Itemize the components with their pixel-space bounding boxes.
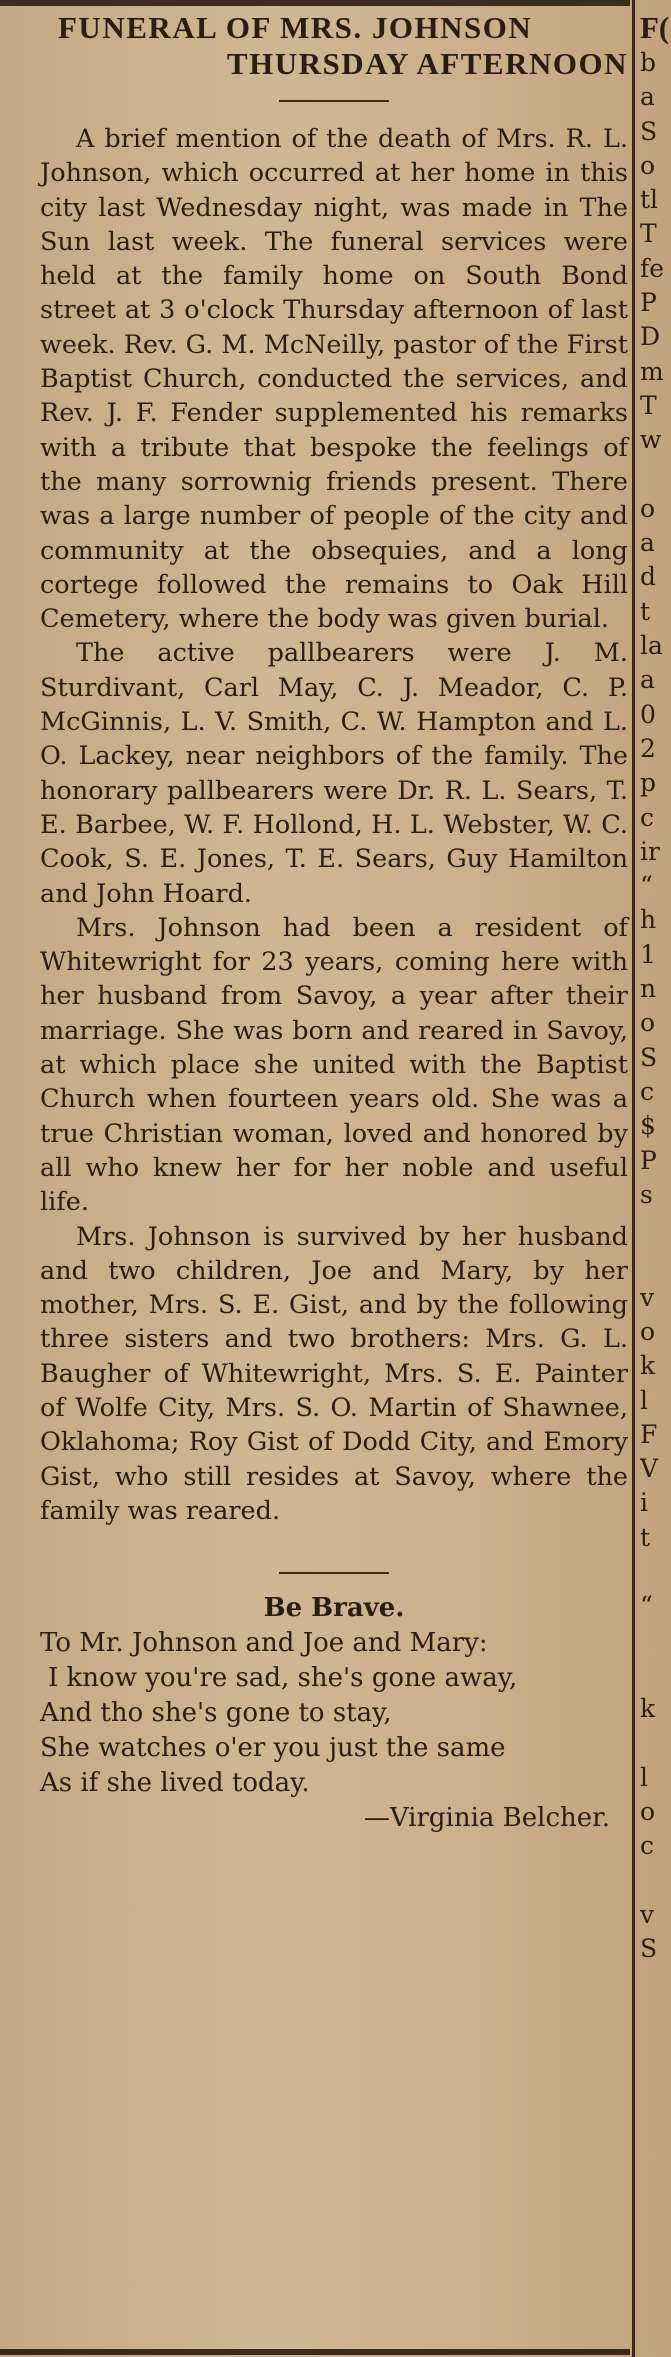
adjacent-fragment: a [640, 528, 655, 558]
adjacent-fragment: c [640, 1076, 655, 1106]
adjacent-fragment: ir [640, 836, 660, 866]
adjacent-fragment [640, 1624, 671, 1658]
adjacent-fragment: w [640, 425, 662, 455]
adjacent-headline-fragment: F( [640, 10, 670, 45]
adjacent-fragment: b [640, 48, 657, 77]
adjacent-fragment: P [640, 288, 657, 318]
adjacent-fragment: v [640, 1900, 655, 1930]
adjacent-fragment: “ [640, 871, 653, 901]
adjacent-fragment: V [640, 1454, 659, 1484]
poem-separator [279, 1572, 389, 1574]
adjacent-fragment: l [640, 1385, 648, 1415]
adjacent-fragment [640, 1864, 671, 1898]
adjacent-fragment: 1 [640, 939, 656, 969]
poem-line: She watches o'er you just the same [40, 1733, 506, 1764]
adjacent-fragment: F [640, 1419, 658, 1449]
adjacent-fragment: a [640, 665, 655, 695]
adjacent-fragment: o [640, 493, 656, 523]
adjacent-fragment: k [640, 1694, 656, 1724]
adjacent-fragment: o [640, 1797, 656, 1827]
adjacent-fragment [640, 1658, 671, 1692]
adjacent-fragment: m [640, 356, 664, 386]
adjacent-fragment: d [640, 562, 657, 592]
adjacent-fragment: h [640, 905, 657, 935]
adjacent-fragment: la [640, 631, 663, 661]
adjacent-fragment [640, 1555, 671, 1589]
adjacent-fragment [640, 1727, 671, 1761]
column-divider-rule [632, 0, 635, 2357]
article-paragraph: Mrs. Johnson is survived by her husband and two children, Joe and Mary, by her mother, Mrs. S. E. Gist, and by the following three sisters and two brothers: Mrs. G. L. Baugher of Whitewright, Mrs. S. E. Painter of Wolfe City, Mrs. S. O. Martin of Shawnee, Oklahoma; Roy Gist of Dodd City, and Emory Gist, who still resides at Savoy, where the family was reared. [40, 1221, 628, 1526]
adjacent-fragment [640, 1246, 671, 1280]
adjacent-fragment: T [640, 219, 657, 249]
article-column [40, 10, 628, 1836]
adjacent-fragment: i [640, 1488, 648, 1518]
adjacent-fragment: s [640, 1179, 653, 1209]
adjacent-fragment: 0 [640, 699, 656, 729]
poem-title: Be Brave. [263, 1593, 405, 1624]
adjacent-fragment: t [640, 1522, 651, 1552]
adjacent-fragment: c [640, 802, 655, 832]
adjacent-fragment: S [640, 1934, 658, 1964]
adjacent-fragment: c [640, 1831, 655, 1861]
adjacent-fragment: l [640, 1762, 648, 1792]
adjacent-fragment: a [640, 82, 655, 112]
poem-line: And tho she's gone to stay, [40, 1698, 392, 1729]
adjacent-fragment: t [640, 596, 651, 626]
poem-line: To Mr. Johnson and Joe and Mary: [40, 1628, 488, 1659]
adjacent-text-fragments [640, 46, 671, 1967]
adjacent-fragment: S [640, 1042, 658, 1072]
adjacent-fragment: o [640, 1008, 656, 1038]
adjacent-fragment: o [640, 150, 656, 180]
adjacent-fragment: $ [640, 1111, 656, 1141]
article-body [40, 122, 628, 1528]
adjacent-fragment: v [640, 1282, 655, 1312]
poem-body [40, 1626, 628, 1836]
top-column-rule [0, 0, 630, 6]
adjacent-fragment: fe [640, 253, 665, 283]
article-paragraph: The active pallbearers were J. M. Sturdivant, Carl May, C. J. Meador, C. P. McGinnis, L. V. Smith, C. W. Hampton and L. O. Lackey, near neighbors of the family. The honorary pallbearers were Dr. R. L. Sears, T. E. Barbee, W. F. Hollond, H. L. Webster, W. C. Cook, S. E. Jones, T. E. Sears, Guy Hamilton and John Hoard. [40, 638, 628, 909]
adjacent-column-fragment [640, 10, 671, 1967]
headline-separator [279, 100, 389, 102]
adjacent-fragment: S [640, 116, 658, 146]
poem-line: I know you're sad, she's gone away, [48, 1663, 518, 1694]
headline-line-1: FUNERAL OF MRS. JOHNSON [58, 10, 533, 45]
article-paragraph: Mrs. Johnson had been a resident of Whitewright for 23 years, coming here with her husband from Savoy, a year after their marriage. She was born and reared in Savoy, at which place she united with the Baptist Church when fourteen years old. She was a true Christian woman, loved and honored by all who knew her for her noble and useful life. [40, 912, 628, 1218]
headline-line-2: THURSDAY AFTERNOON [226, 46, 628, 81]
poem-author: —Virginia Belcher. [363, 1803, 610, 1834]
adjacent-fragment: o [640, 1316, 656, 1346]
adjacent-fragment: p [640, 768, 657, 798]
adjacent-fragment [640, 458, 671, 492]
adjacent-fragment: T [640, 390, 657, 420]
adjacent-fragment: 2 [640, 733, 656, 763]
adjacent-fragment: P [640, 1145, 657, 1175]
adjacent-fragment [640, 1212, 671, 1246]
poem-line: As if she lived today. [40, 1768, 310, 1799]
adjacent-fragment: n [640, 974, 657, 1004]
article-paragraph: A brief mention of the death of Mrs. R. L. Johnson, which occurred at her home in this city last Wednesday night, was made in The Sun last week. The funeral services were held at the family home on South Bond street at 3 o'clock Thursday afternoon of last week. Rev. G. M. McNeilly, pastor of the First Baptist Church, conducted the services, and Rev. J. F. Fender supplemented his remarks with a tribute that bespoke the feelings of the many sorrownig friends present. There was a large number of people of the city and community at the obsequies, and a long cortege followed the remains to Oak Hill Cemetery, where the body was given burial. [40, 124, 628, 635]
adjacent-fragment: D [640, 322, 661, 352]
adjacent-fragment: “ [640, 1591, 653, 1621]
adjacent-fragment: tl [640, 185, 659, 215]
adjacent-fragment: k [640, 1351, 656, 1381]
bottom-rule [0, 2349, 630, 2355]
